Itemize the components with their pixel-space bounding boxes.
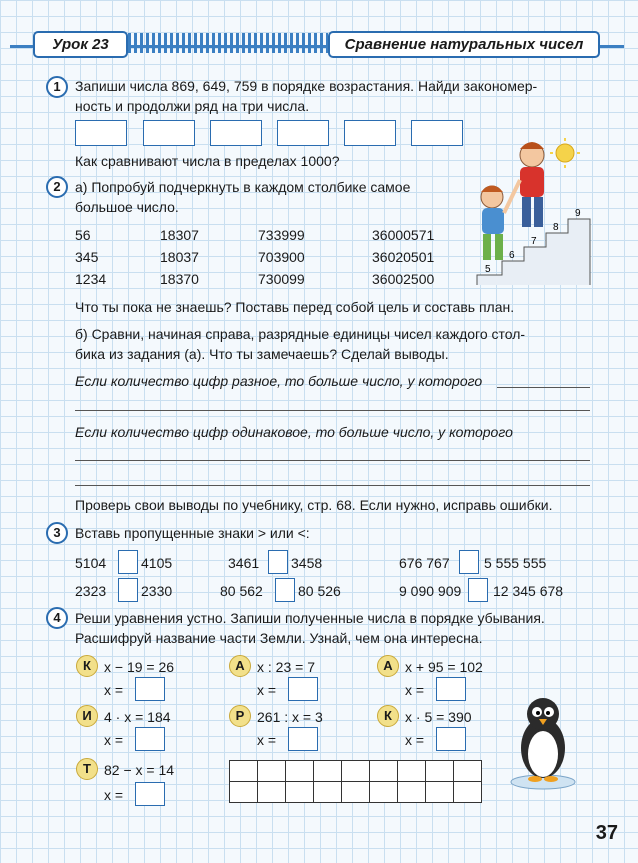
sign-box[interactable] (118, 550, 138, 574)
task2-a-line2: большое число. (75, 199, 179, 215)
grid-cell[interactable] (286, 782, 314, 803)
stair-number: 6 (509, 250, 515, 261)
decoding-grid (229, 760, 482, 803)
rule-sentence: Если количество цифр одинаковое, то больше число, у которого (75, 424, 513, 440)
children-on-stairs-illustration (462, 135, 592, 285)
number-cell: 36020501 (372, 249, 435, 265)
stair-number: 9 (575, 208, 581, 219)
answer-line[interactable] (75, 460, 590, 461)
equation: x : 23 = 7 (257, 659, 315, 675)
letter-badge: Т (76, 758, 98, 780)
grid-cell[interactable] (370, 761, 398, 782)
number-cell: 18037 (160, 249, 199, 265)
answer-box[interactable] (143, 120, 195, 146)
sign-box[interactable] (468, 578, 488, 602)
task-number: 2 (46, 176, 68, 198)
header-stripes (128, 33, 328, 53)
letter-badge: А (229, 655, 251, 677)
stair-number: 5 (485, 264, 491, 275)
answer-box[interactable] (75, 120, 127, 146)
grid-cell[interactable] (426, 761, 454, 782)
grid-cell[interactable] (398, 782, 426, 803)
answer-line[interactable] (75, 410, 590, 411)
equation: x + 95 = 102 (405, 659, 483, 675)
sign-box[interactable] (459, 550, 479, 574)
task2-goal: Что ты пока не знаешь? Поставь перед собой цель и составь план. (75, 299, 515, 315)
task-number: 3 (46, 522, 68, 544)
lesson-label: Урок 23 (33, 31, 128, 58)
letter-badge: Р (229, 705, 251, 727)
number-cell: 18307 (160, 227, 199, 243)
task2-check: Проверь свои выводы по учебнику, стр. 68. Если нужно, исправь ошибки. (75, 497, 553, 513)
x-label: x = (405, 682, 425, 698)
task2-a-line1: а) Попробуй подчеркнуть в каждом столбике самое (75, 179, 411, 195)
number-left: 80 562 (220, 583, 263, 599)
task2-b-line1: б) Сравни, начиная справа, разрядные единицы чисел каждого стол- (75, 326, 526, 342)
answer-box[interactable] (288, 727, 318, 751)
answer-line[interactable] (497, 387, 590, 388)
number-cell: 730099 (258, 271, 305, 287)
number-cell: 1234 (75, 271, 107, 287)
equation: x · 5 = 390 (405, 709, 472, 725)
x-label: x = (257, 682, 277, 698)
grid-cell[interactable] (286, 761, 314, 782)
grid-cell[interactable] (454, 761, 482, 782)
grid-cell[interactable] (258, 761, 286, 782)
answer-line[interactable] (75, 485, 590, 486)
answer-box[interactable] (135, 727, 165, 751)
topic-title: Сравнение натуральных чисел (328, 31, 600, 58)
grid-cell[interactable] (398, 761, 426, 782)
answer-box[interactable] (288, 677, 318, 701)
number-left: 3461 (228, 555, 260, 571)
grid-cell[interactable] (426, 782, 454, 803)
stair-number: 8 (553, 222, 559, 233)
x-label: x = (104, 682, 124, 698)
x-label: x = (104, 732, 124, 748)
rule-sentence: Если количество цифр разное, то больше число, у которого (75, 373, 483, 389)
grid-cell[interactable] (258, 782, 286, 803)
equation: x − 19 = 26 (104, 659, 175, 675)
task1-question: Как сравнивают числа в пределах 1000? (75, 153, 340, 169)
number-cell: 18370 (160, 271, 199, 287)
equation: 82 − x = 14 (104, 762, 175, 778)
x-label: x = (405, 732, 425, 748)
number-right: 12 345 678 (493, 583, 564, 599)
answer-box[interactable] (344, 120, 396, 146)
page-number: 37 (595, 822, 618, 844)
grid-cell[interactable] (314, 782, 342, 803)
answer-box[interactable] (135, 782, 165, 806)
letter-badge: К (377, 705, 399, 727)
task2-b-line2: бика из задания (а). Что ты замечаешь? Сделай выводы. (75, 346, 449, 362)
sign-box[interactable] (268, 550, 288, 574)
equation: 261 : x = 3 (257, 709, 323, 725)
x-label: x = (257, 732, 277, 748)
sign-box[interactable] (118, 578, 138, 602)
letter-badge: И (76, 705, 98, 727)
number-right: 4105 (141, 555, 173, 571)
number-right: 3458 (291, 555, 323, 571)
answer-box[interactable] (411, 120, 463, 146)
number-cell: 36000571 (372, 227, 435, 243)
number-cell: 345 (75, 249, 99, 265)
task4-line1: Реши уравнения устно. Запиши полученные числа в порядке убывания. (75, 610, 545, 626)
number-cell: 36002500 (372, 271, 435, 287)
grid-cell[interactable] (230, 761, 258, 782)
number-right: 5 555 555 (484, 555, 547, 571)
grid-cell[interactable] (342, 761, 370, 782)
x-label: x = (104, 787, 124, 803)
answer-box[interactable] (210, 120, 262, 146)
answer-box[interactable] (277, 120, 329, 146)
number-right: 80 526 (298, 583, 341, 599)
number-left: 2323 (75, 583, 107, 599)
answer-box[interactable] (135, 677, 165, 701)
number-left: 676 767 (399, 555, 450, 571)
grid-cell[interactable] (342, 782, 370, 803)
number-left: 5104 (75, 555, 107, 571)
task-number: 4 (46, 607, 68, 629)
grid-cell[interactable] (454, 782, 482, 803)
sign-box[interactable] (275, 578, 295, 602)
number-cell: 733999 (258, 227, 305, 243)
letter-badge: А (377, 655, 399, 677)
answer-box[interactable] (436, 727, 466, 751)
number-cell: 703900 (258, 249, 305, 265)
equation: 4 · x = 184 (104, 709, 171, 725)
number-cell: 56 (75, 227, 91, 243)
task1-text-line1: Запиши числа 869, 649, 759 в порядке возрастания. Найди закономер- (75, 78, 538, 94)
number-left: 9 090 909 (399, 583, 462, 599)
task-number: 1 (46, 76, 68, 98)
letter-badge: К (76, 655, 98, 677)
task3-text: Вставь пропущенные знаки > или <: (75, 525, 310, 541)
grid-cell[interactable] (314, 761, 342, 782)
number-right: 2330 (141, 583, 173, 599)
penguin-illustration (505, 690, 580, 790)
answer-box[interactable] (436, 677, 466, 701)
grid-cell[interactable] (370, 782, 398, 803)
task1-text-line2: ность и продолжи ряд на три числа. (75, 98, 310, 114)
task4-line2: Расшифруй название части Земли. Узнай, чем она интересна. (75, 630, 483, 646)
stair-number: 7 (531, 236, 537, 247)
grid-cell[interactable] (230, 782, 258, 803)
